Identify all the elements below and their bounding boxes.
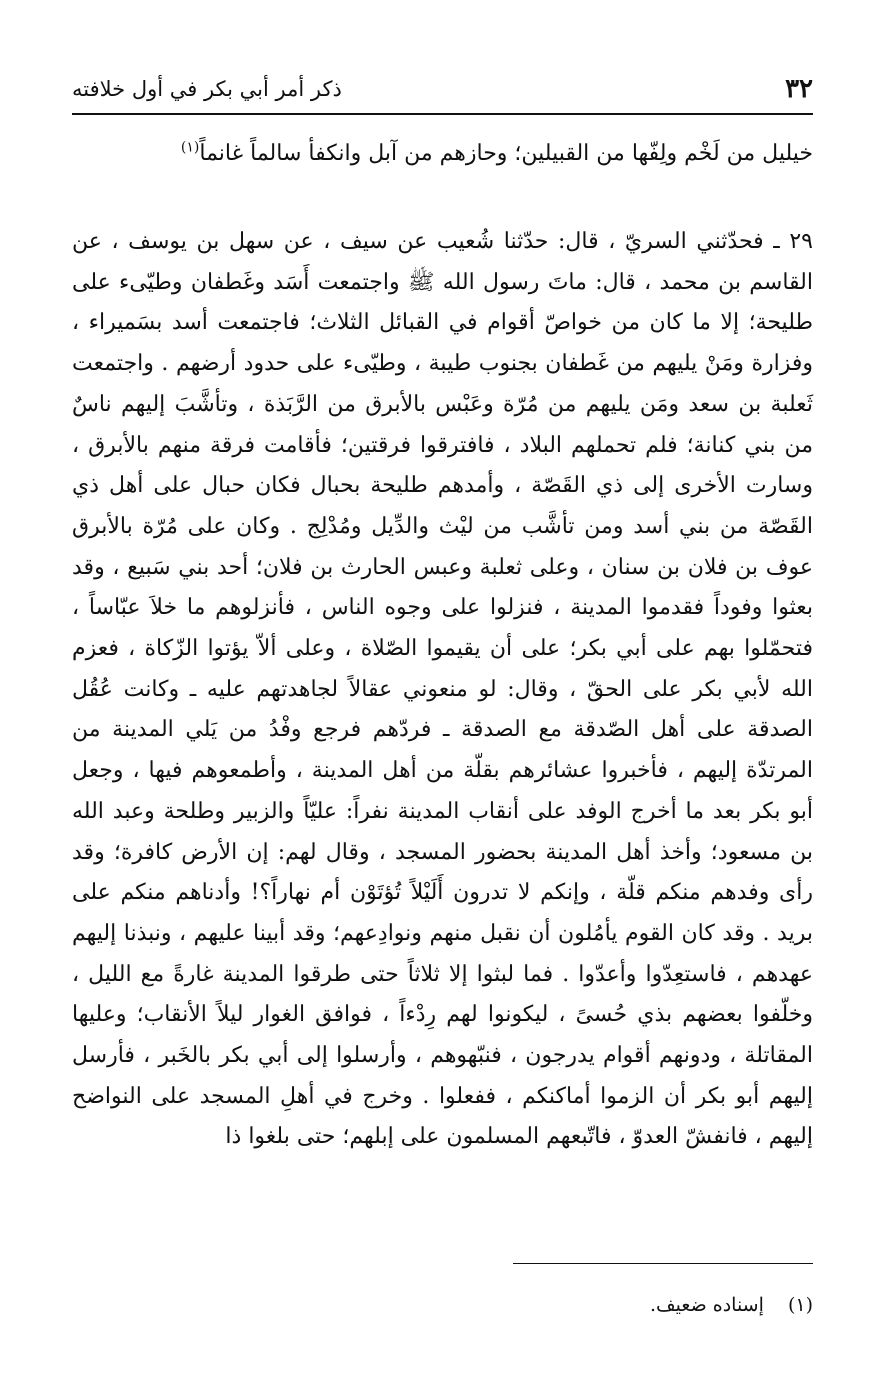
footnote-reference: (١)	[180, 139, 200, 156]
page-number: ٣٢	[785, 74, 813, 104]
footnote-text: إسناده ضعيف.	[649, 1294, 764, 1316]
body-text	[72, 222, 813, 1158]
header-divider	[72, 113, 813, 115]
paragraph-29: ٢٩ ـ فحدّثني السريّ ، قال: حدّثنا شُعيب عن سيف ، عن سهل بن يوسف ، عن القاسم بن محمد ، قال: ماتَ رسول الله ﷺ واجتمعت أَسَد وغَطفان وطيّىء على طليحة؛ إلا ما كان من خواصّ أقوام في القبائل الثلاث؛ فاجتمعت أسد بسَميراء ، وفزارة ومَنْ يليهم من غَطفان بجنوب طيبة ، وطيّىء على حدود أرضهم . واجتمعت ثَعلبة بن سعد ومَن يليهم من مُرّة وعَبْس بالأبرق من الرَّبَذة ، وتأشَّبَ إليهم ناسٌ من بني كنانة؛ فلم تحملهم البلاد ، فافترقوا فرقتين؛ فأقامت فرقة منهم بالأبرق ، وسارت الأخرى إلى ذي القَصّة ، وأمدهم طليحة بحبال فكان حبال على أهل ذي القَصّة من بني أسد ومن تأشَّب من ليْث والدِّيل ومُدْلِج . وكان على مُرّة بالأبرق عوف بن فلان بن سنان ، وعلى ثعلبة وعبس الحارث بن فلان؛ أحد بني سَبيع ، وقد بعثوا وفوداً فقدموا المدينة ، فنزلوا على وجوه الناس ، فأنزلوهم ما خلاَ عبّاساً ، فتحمّلوا بهم على أبي بكر؛ على أن يقيموا الصّلاة ، وعلى ألاّ يؤتوا الزّكاة ، فعزم الله لأبي بكر على الحقّ ، وقال: لو منعوني عقالاً لجاهدتهم عليه ـ وكانت عُقُل الصدقة على أهل الصّدقة مع الصدقة ـ فردّهم فرجع وفْدُ من يَلي المدينة من المرتدّة إليهم ، فأخبروا عشائرهم بقلّة من أهل المدينة ، وأطمعوهم فيها ، وجعل أبو بكر بعد ما أخرج الوفد على أنقاب المدينة نفراً: عليّاً والزبير وطلحة وعبد الله بن مسعود؛ وأخذ أهل المدينة بحضور المسجد ، وقال لهم: إن الأرض كافرة؛ وقد رأى وفدهم منكم قلّة ، وإنكم لا تدرون أَلَيْلاً تُؤتَوْن أم نهاراً؟! وأدناهم منكم على بريد . وقد كان القوم يأمُلون أن نقبل منهم ونوادِعهم؛ وقد أبينا عليهم ، ونبذنا إليهم عهدهم ، فاستعِدّوا وأعدّوا . فما لبثوا إلا ثلاثاً حتى طرقوا المدينة غارةً مع الليل ، وخلّفوا بعضهم بذي حُسىً ، ليكونوا لهم رِدْءاً ، فوافق الغوار ليلاً الأنقاب؛ وعليها المقاتلة ، ودونهم أقوام يدرجون ، فنبّهوهم ، وأرسلوا إلى أبي بكر بالخَبر ، فأرسل إليهم أبو بكر أن الزموا أماكنكم ، ففعلوا . وخرج في أهلِ المسجد على النواضح إليهم ، فانفشّ العدوّ ، فاتّبعهم المسلمون على إبلهم؛ حتى بلغوا ذا	[72, 229, 813, 1150]
footnote	[72, 1290, 813, 1320]
footnote-number: (١)	[787, 1294, 813, 1316]
continuation-text: خيليل من لَخْم ولِفّها من القبيلين؛ وحازهم من آبل وانكفأ سالماً غانماً	[199, 141, 813, 166]
continuation-line	[72, 134, 813, 174]
footnote-divider	[513, 1263, 813, 1264]
page-header	[72, 72, 813, 112]
running-title: ذكر أمر أبي بكر في أول خلافته	[72, 77, 342, 101]
